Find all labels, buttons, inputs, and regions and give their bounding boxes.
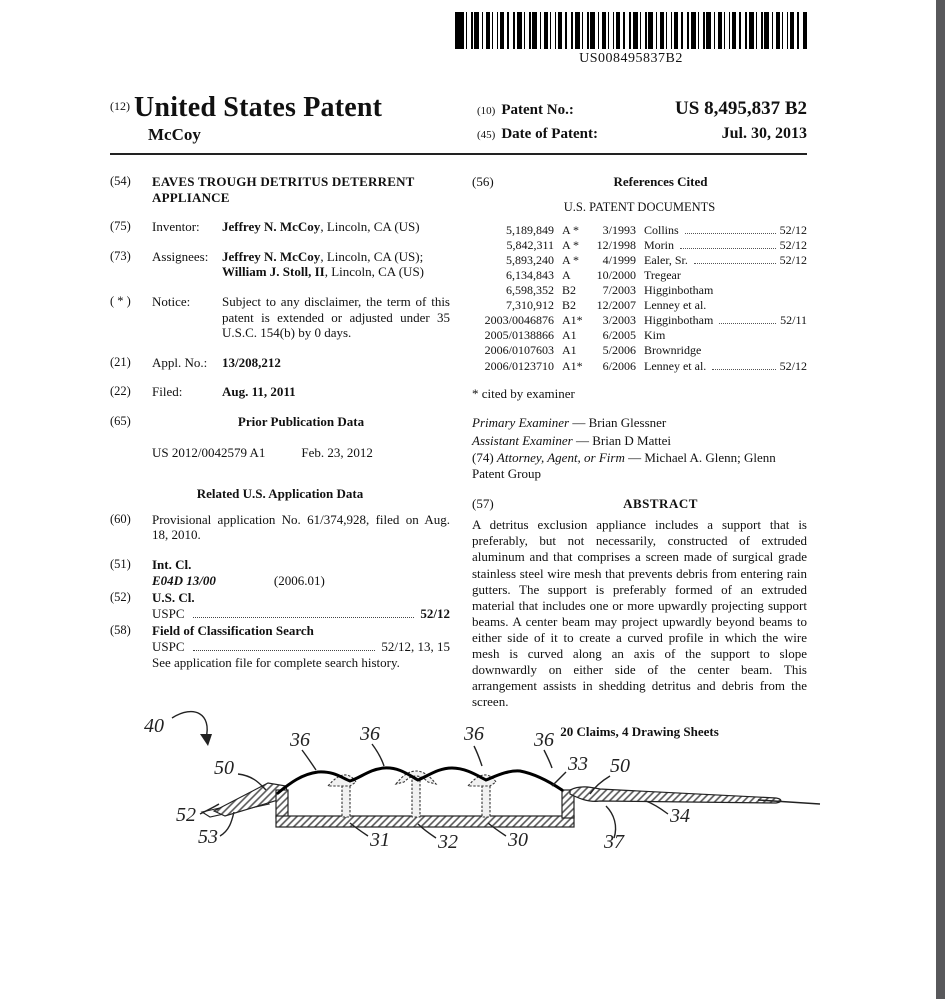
- inventor-name: Jeffrey N. McCoy: [222, 219, 321, 235]
- field-51-int-cl: (51) Int. Cl. E04D 13/00 (2006.01): [110, 556, 325, 588]
- dot-leader: [193, 617, 415, 618]
- primary-examiner-line: Primary Examiner — Brian Glessner: [472, 415, 667, 431]
- search-uspc-label: USPC: [152, 638, 185, 654]
- fig-label-32: 32: [438, 831, 458, 853]
- field-57-abstract: (57) ABSTRACT: [472, 496, 807, 512]
- field-notice: ( * ) Notice: Subject to any disclaimer, the term of this patent is extended or adjusted under 35 U.S.C. 154(b) by 0 days.: [110, 293, 450, 341]
- inventor-location: , Lincoln, CA (US): [320, 219, 420, 235]
- reference-row: 5,842,311 A * 12/1998 Morin 52/12: [506, 237, 807, 252]
- fig-label-52: 52: [176, 804, 196, 826]
- right-column: [472, 174, 807, 739]
- field-21-appl-no: (21) Appl. No.: 13/208,212: [110, 355, 450, 371]
- barcode: [455, 12, 807, 67]
- assignee-1-name: Jeffrey N. McCoy: [222, 248, 321, 264]
- page-edge-bar: [936, 0, 945, 999]
- abstract-heading: ABSTRACT: [623, 495, 698, 511]
- reference-row: 6,598,352 B2 7/2003 Higginbotham: [506, 283, 714, 298]
- fig-label-50-left: 50: [214, 757, 234, 779]
- date-of-patent-label: Date of Patent:: [501, 126, 598, 142]
- field-75-inventor: (75) Inventor: Jeffrey N. McCoy, Lincoln, CA (US): [110, 219, 420, 235]
- field-22-filed: (22) Filed: Aug. 11, 2011: [110, 384, 450, 400]
- field-54-title: (54) EAVES TROUGH DETRITUS DETERRENT APPLIANCE: [110, 174, 450, 205]
- related-application-heading: Related U.S. Application Data: [196, 486, 364, 502]
- notice-label: Notice:: [152, 293, 191, 309]
- appl-no-label: Appl. No.:: [152, 354, 208, 370]
- fig-leader-36-4: [544, 750, 552, 768]
- fig-label-50-right: 50: [610, 755, 630, 777]
- prior-publication-number: US 2012/0042579 A1: [152, 444, 266, 460]
- date-of-patent-value: Jul. 30, 2013: [721, 125, 807, 142]
- fig-label-31: 31: [370, 829, 390, 851]
- reference-row: 2003/0046876 A1* 3/2003 Higginbotham 52/11: [484, 313, 807, 328]
- uspc-value: 52/12: [420, 605, 450, 621]
- prior-publication-date: Feb. 23, 2012: [301, 444, 373, 460]
- assistant-examiner-line: Assistant Examiner — Brian D Mattei: [472, 432, 671, 448]
- prior-publication-row: [152, 445, 450, 461]
- fig-leader-36-3: [474, 746, 482, 766]
- fig-label-37: 37: [604, 831, 624, 853]
- barcode-bars: [455, 12, 807, 49]
- field-10-number: (10): [477, 105, 496, 117]
- appl-no-value: 13/208,212: [222, 354, 281, 370]
- us-cl-label: U.S. Cl.: [152, 590, 195, 606]
- reference-row: 5,893,240 A * 4/1999 Ealer, Sr. 52/12: [506, 252, 807, 267]
- claims-line: 20 Claims, 4 Drawing Sheets: [560, 723, 719, 739]
- references-list: [472, 223, 807, 374]
- header-left: [110, 92, 382, 145]
- fig-leader-33: [552, 772, 566, 786]
- assignee-1-location: , Lincoln, CA (US);: [320, 248, 424, 264]
- search-note: See application file for complete search history.: [152, 655, 400, 671]
- header-right: [477, 98, 807, 148]
- header-rule: [110, 153, 807, 155]
- field-60-provisional: (60) Provisional application No. 61/374,928, filed on Aug. 18, 2010.: [110, 511, 450, 543]
- fig-leader-36-1: [302, 750, 316, 770]
- field-73-assignees: (73) Assignees: Jeffrey N. McCoy, Lincoln, CA (US); William J. Stoll, II, Lincoln, CA (US): [110, 248, 425, 280]
- assignee-2-name: William J. Stoll, II: [222, 264, 325, 280]
- patent-no-label: Patent No.:: [501, 102, 574, 118]
- body-columns: [110, 174, 807, 739]
- field-56-references: (56) References Cited: [472, 174, 807, 190]
- fig-label-36-3: 36: [464, 723, 484, 745]
- reference-row: 2006/0123710 A1* 6/2006 Lenney et al. 52/12: [484, 358, 807, 373]
- inventor-label: Inventor:: [152, 219, 200, 235]
- document-type-title: United States Patent: [134, 92, 383, 123]
- fig-arrowhead-40: [200, 734, 212, 746]
- fig-label-53: 53: [198, 826, 218, 848]
- right-wing: [570, 787, 781, 803]
- patent-no-value: US 8,495,837 B2: [675, 98, 807, 119]
- prior-publication-heading: Prior Publication Data: [237, 413, 365, 429]
- field-search-label: Field of Classification Search: [152, 623, 314, 639]
- fig-label-36-2: 36: [360, 723, 380, 745]
- notice-text: Subject to any disclaimer, the term of this patent is extended or adjusted under 35 U.S.C. 154(b) by 0 days.: [222, 293, 450, 341]
- filed-value: Aug. 11, 2011: [222, 384, 296, 400]
- fig-label-33: 33: [568, 753, 588, 775]
- filed-label: Filed:: [152, 384, 183, 400]
- fig-leader-34: [646, 801, 668, 814]
- reference-row: 2005/0138866 A1 6/2005 Kim: [484, 328, 666, 343]
- fig-label-34: 34: [670, 805, 690, 827]
- assignee-2-location: , Lincoln, CA (US): [324, 264, 425, 280]
- int-cl-label: Int. Cl.: [152, 556, 192, 572]
- field-12-number: (12): [110, 99, 130, 113]
- invention-title: EAVES TROUGH DETRITUS DETERRENT APPLIANCE: [152, 174, 415, 205]
- field-65-prior-publication: (65) Prior Publication Data: [110, 414, 450, 439]
- inventor-surname: McCoy: [148, 125, 201, 144]
- left-column: [110, 174, 450, 739]
- int-cl-class: E04D 13/00: [152, 572, 216, 588]
- abstract-text: A detritus exclusion appliance includes a support that is preferably, but not necessarily, constructed of extruded aluminum and that comprises a screen made of surgical grade stainless steel wire mesh that prevents debris from entering rain gutters. The support is preferably formed of an extruded material that includes one or more upwardly projecting support beams. A center beam may project upwardly beyond beams to either side of it to create a curved profile in which the wire mesh is curved along an axis of the support to slope downwardly on either side of the center beam. This arrangement assists in shedding detritus and debris from the screen.: [472, 517, 807, 710]
- base-bar: [276, 816, 574, 827]
- assignees-label: Assignees:: [152, 248, 209, 264]
- patent-figure-drawing: [118, 690, 828, 875]
- reference-row: 5,189,849 A * 3/1993 Collins 52/12: [506, 222, 807, 237]
- references-heading: References Cited: [613, 174, 708, 189]
- field-52-us-cl: (52) U.S. Cl. USPC 52/12: [110, 590, 450, 621]
- field-58-search: (58) Field of Classification Search USPC 52/12, 13, 15 See application file for complete search history.: [110, 623, 450, 671]
- int-cl-year: (2006.01): [273, 572, 325, 588]
- field-45-number: (45): [477, 129, 496, 141]
- support-profile: [202, 768, 820, 827]
- fig-label-30: 30: [508, 829, 528, 851]
- uspc-label: USPC: [152, 605, 185, 621]
- provisional-text: Provisional application No. 61/374,928, filed on Aug. 18, 2010.: [152, 511, 450, 543]
- fig-label-36-4: 36: [534, 729, 554, 751]
- reference-row: 7,310,912 B2 12/2007 Lenney et al.: [506, 298, 707, 313]
- reference-row: 2006/0107603 A1 5/2006 Brownridge: [484, 343, 702, 358]
- reference-row: 6,134,843 A 10/2000 Tregear: [506, 267, 681, 282]
- fig-leader-36-2: [372, 744, 384, 766]
- search-uspc-value: 52/12, 13, 15: [381, 638, 450, 654]
- fig-label-36-1: 36: [290, 729, 310, 751]
- us-patent-documents-heading: U.S. PATENT DOCUMENTS: [563, 199, 716, 214]
- attorney-line: (74) Attorney, Agent, or Firm — Michael A. Glenn; Glenn Patent Group: [472, 450, 776, 482]
- dot-leader: [193, 650, 376, 651]
- barcode-number: US008495837B2: [579, 51, 683, 66]
- fig-label-40: 40: [144, 715, 164, 737]
- cited-by-examiner-note: * cited by examiner: [472, 385, 575, 401]
